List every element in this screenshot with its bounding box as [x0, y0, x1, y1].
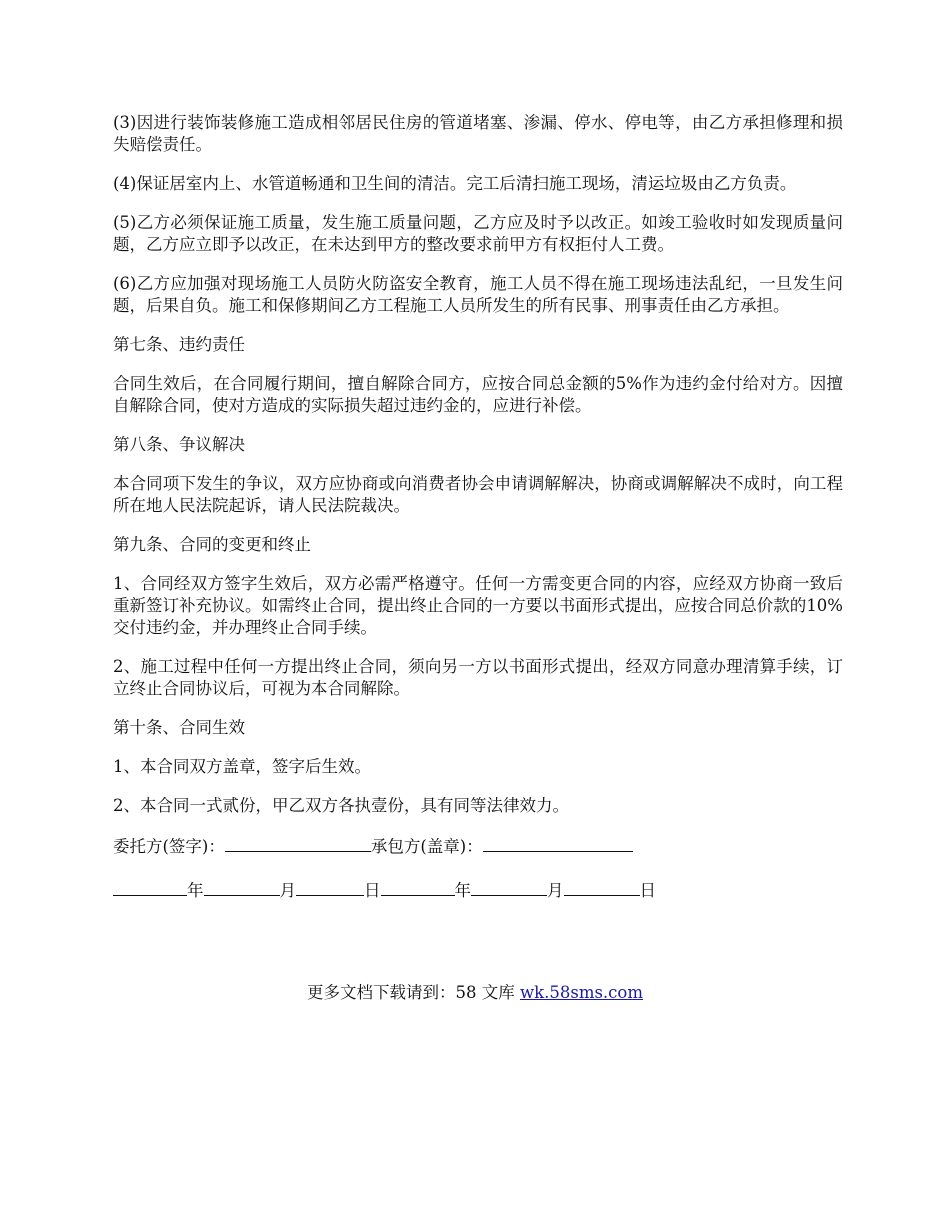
signature-line [113, 834, 843, 858]
client-signature-label: 委托方(签字)： [113, 837, 225, 856]
footer-text: 更多文档下载请到：58 文库 [306, 983, 520, 1002]
client-day-blank [296, 878, 364, 896]
clause-4: (4)保证居室内上、水管道畅通和卫生间的清洁。完工后清扫施工现场，清运垃圾由乙方负责。 [113, 174, 797, 193]
contractor-year-blank [381, 878, 455, 896]
client-month-label: 月 [279, 881, 296, 900]
article-10-item-2: 2、本合同一式贰份，甲乙双方各执壹份，具有同等法律效力。 [113, 796, 569, 815]
footer-link[interactable]: wk.58sms.com [519, 983, 643, 1002]
contractor-month-label: 月 [547, 881, 564, 900]
contractor-month-blank [471, 878, 547, 896]
article-8-heading: 第八条、争议解决 [113, 435, 245, 454]
article-7-heading: 第七条、违约责任 [113, 335, 245, 354]
article-9-item-2: 2、施工过程中任何一方提出终止合同，须向另一方以书面形式提出，经双方同意办理清算手续，订立终止合同协议后，可视为本合同解除。 [113, 657, 843, 698]
article-10-item-1: 1、本合同双方盖章，签字后生效。 [113, 757, 371, 776]
contractor-day-label: 日 [639, 881, 656, 900]
date-line [113, 878, 843, 902]
article-9-heading: 第九条、合同的变更和终止 [113, 535, 311, 554]
article-7-body: 合同生效后，在合同履行期间，擅自解除合同方，应按合同总金额的5%作为违约金付给对方。因擅自解除合同，使对方造成的实际损失超过违约金的，应进行补偿。 [113, 374, 843, 415]
client-month-blank [204, 878, 280, 896]
client-signature-blank [225, 834, 371, 852]
document-body [113, 112, 843, 922]
client-year-blank [113, 878, 187, 896]
contractor-seal-blank [483, 834, 633, 852]
article-10-heading: 第十条、合同生效 [113, 718, 245, 737]
client-day-label: 日 [364, 881, 381, 900]
article-8-body: 本合同项下发生的争议，双方应协商或向消费者协会申请调解解决，协商或调解解决不成时，向工程所在地人民法院起诉，请人民法院裁决。 [113, 474, 843, 515]
contractor-day-blank [564, 878, 640, 896]
clause-6: (6)乙方应加强对现场施工人员防火防盗安全教育，施工人员不得在施工现场违法乱纪，一旦发生问题，后果自负。施工和保修期间乙方工程施工人员所发生的所有民事、刑事责任由乙方承担。 [113, 274, 843, 315]
clause-5: (5)乙方必须保证施工质量，发生施工质量问题，乙方应及时予以改正。如竣工验收时如发现质量问题，乙方应立即予以改正，在未达到甲方的整改要求前甲方有权拒付人工费。 [113, 213, 843, 254]
contractor-seal-label: 承包方(盖章)： [370, 837, 483, 856]
client-year-label: 年 [187, 881, 204, 900]
article-9-item-1: 1、合同经双方签字生效后，双方必需严格遵守。任何一方需变更合同的内容，应经双方协商一致后重新签订补充协议。如需终止合同，提出终止合同的一方要以书面形式提出，应按合同总价款的10%交付违约金，并办理终止合同手续。 [113, 574, 843, 637]
download-footer [0, 982, 950, 1004]
clause-3: (3)因进行装饰装修施工造成相邻居民住房的管道堵塞、渗漏、停水、停电等，由乙方承担修理和损失赔偿责任。 [113, 113, 843, 154]
contractor-year-label: 年 [454, 881, 471, 900]
